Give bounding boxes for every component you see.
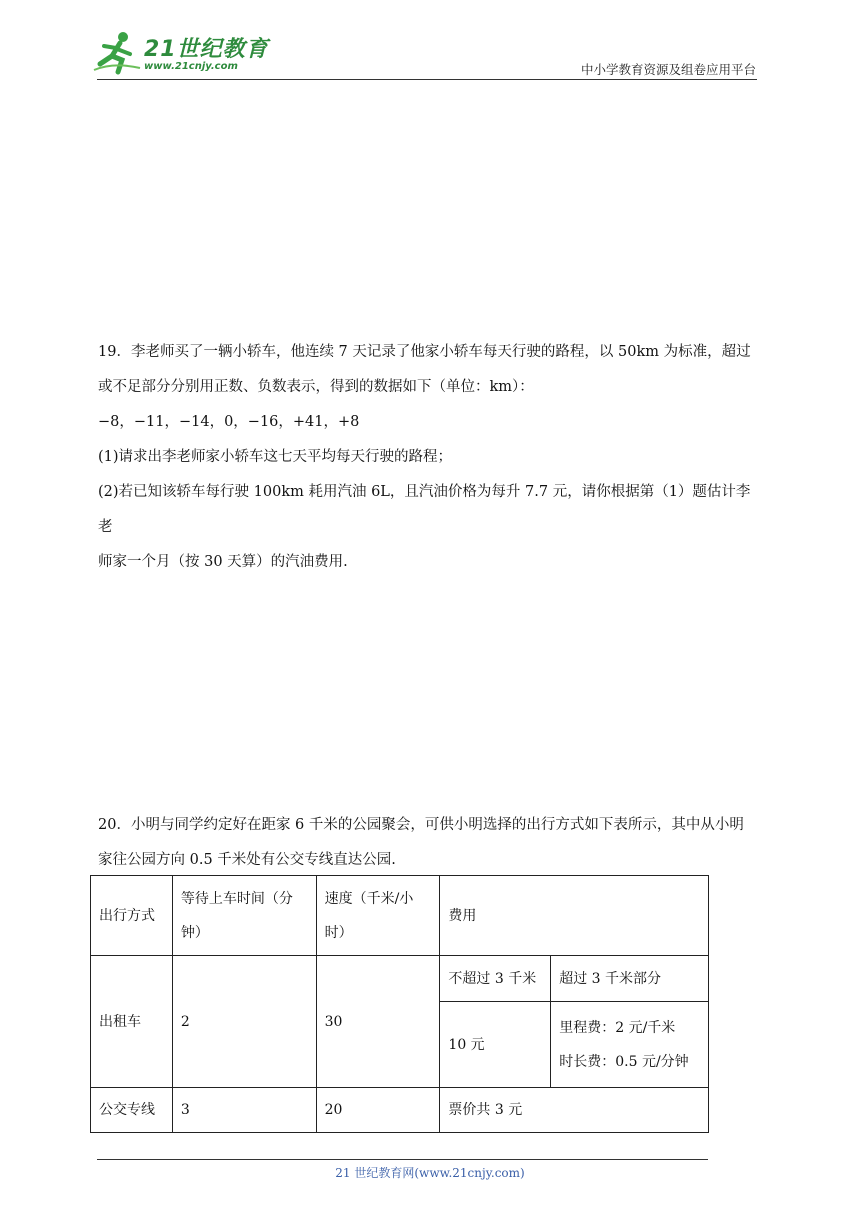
q20-line: 家往公园方向 0.5 千米处有公交专线直达公园. [98, 852, 396, 868]
q19-part2-cont: 师家一个月（按 30 天算）的汽油费用. [98, 554, 348, 570]
header-cell-mode: 出行方式 [91, 876, 173, 956]
bus-fee-cell: 票价共 3 元 [440, 1088, 709, 1133]
header-cell-wait: 等待上车时间（分钟） [172, 876, 316, 956]
bus-wait-cell: 3 [172, 1088, 316, 1133]
taxi-fee-a: 10 元 [440, 1002, 551, 1088]
runner-logo-icon [92, 28, 142, 78]
taxi-wait-cell: 2 [172, 956, 316, 1088]
table-header-row [91, 876, 709, 956]
taxi-speed-cell: 30 [316, 956, 440, 1088]
logo-url: www.21cnjy.com [144, 61, 238, 72]
question-20 [98, 808, 760, 878]
taxi-mileage-fee: 里程费：2 元/千米 [559, 1019, 676, 1036]
taxi-time-fee: 时长费：0.5 元/分钟 [559, 1053, 689, 1070]
question-19 [98, 335, 760, 580]
bus-mode-cell: 公交专线 [91, 1088, 173, 1133]
q19-part2: (2)若已知该轿车每行驶 100km 耗用汽油 6L，且汽油价格为每升 7.7 元，请你根据第（1）题估计李老 [98, 484, 751, 535]
taxi-sub-header-a: 不超过 3 千米 [440, 956, 551, 1002]
page-header [0, 0, 860, 80]
footer-divider [97, 1159, 708, 1160]
q19-line: 19．李老师买了一辆小轿车，他连续 7 天记录了他家小轿车每天行驶的路程，以 50km 为标准，超过 [98, 344, 751, 360]
q19-part1: (1)请求出李老师家小轿车这七天平均每天行驶的路程； [98, 449, 453, 465]
q19-line: 或不足部分分别用正数、负数表示，得到的数据如下（单位：km）： [98, 379, 534, 395]
footer-link[interactable]: 21 世纪教育网(www.21cnjy.com) [335, 1166, 525, 1180]
q20-line: 20．小明与同学约定好在距家 6 千米的公园聚会，可供小明选择的出行方式如下表所示，其中从小明 [98, 817, 744, 833]
table-row [91, 956, 709, 1002]
travel-options-table [90, 875, 709, 1133]
header-cell-speed: 速度（千米/小时） [316, 876, 440, 956]
bus-speed-cell: 20 [316, 1088, 440, 1133]
header-divider [97, 79, 757, 80]
logo-text: 21世纪教育 [144, 37, 269, 62]
taxi-fee-b [551, 1002, 709, 1088]
taxi-mode-cell: 出租车 [91, 956, 173, 1088]
table-row [91, 1088, 709, 1133]
platform-name: 中小学教育资源及组卷应用平台 [580, 62, 756, 77]
taxi-sub-header-b: 超过 3 千米部分 [551, 956, 709, 1002]
q19-data: −8，−11，−14，0，−16，+41，+8 [98, 414, 360, 430]
header-cell-cost: 费用 [440, 876, 709, 956]
site-logo[interactable] [92, 28, 292, 78]
